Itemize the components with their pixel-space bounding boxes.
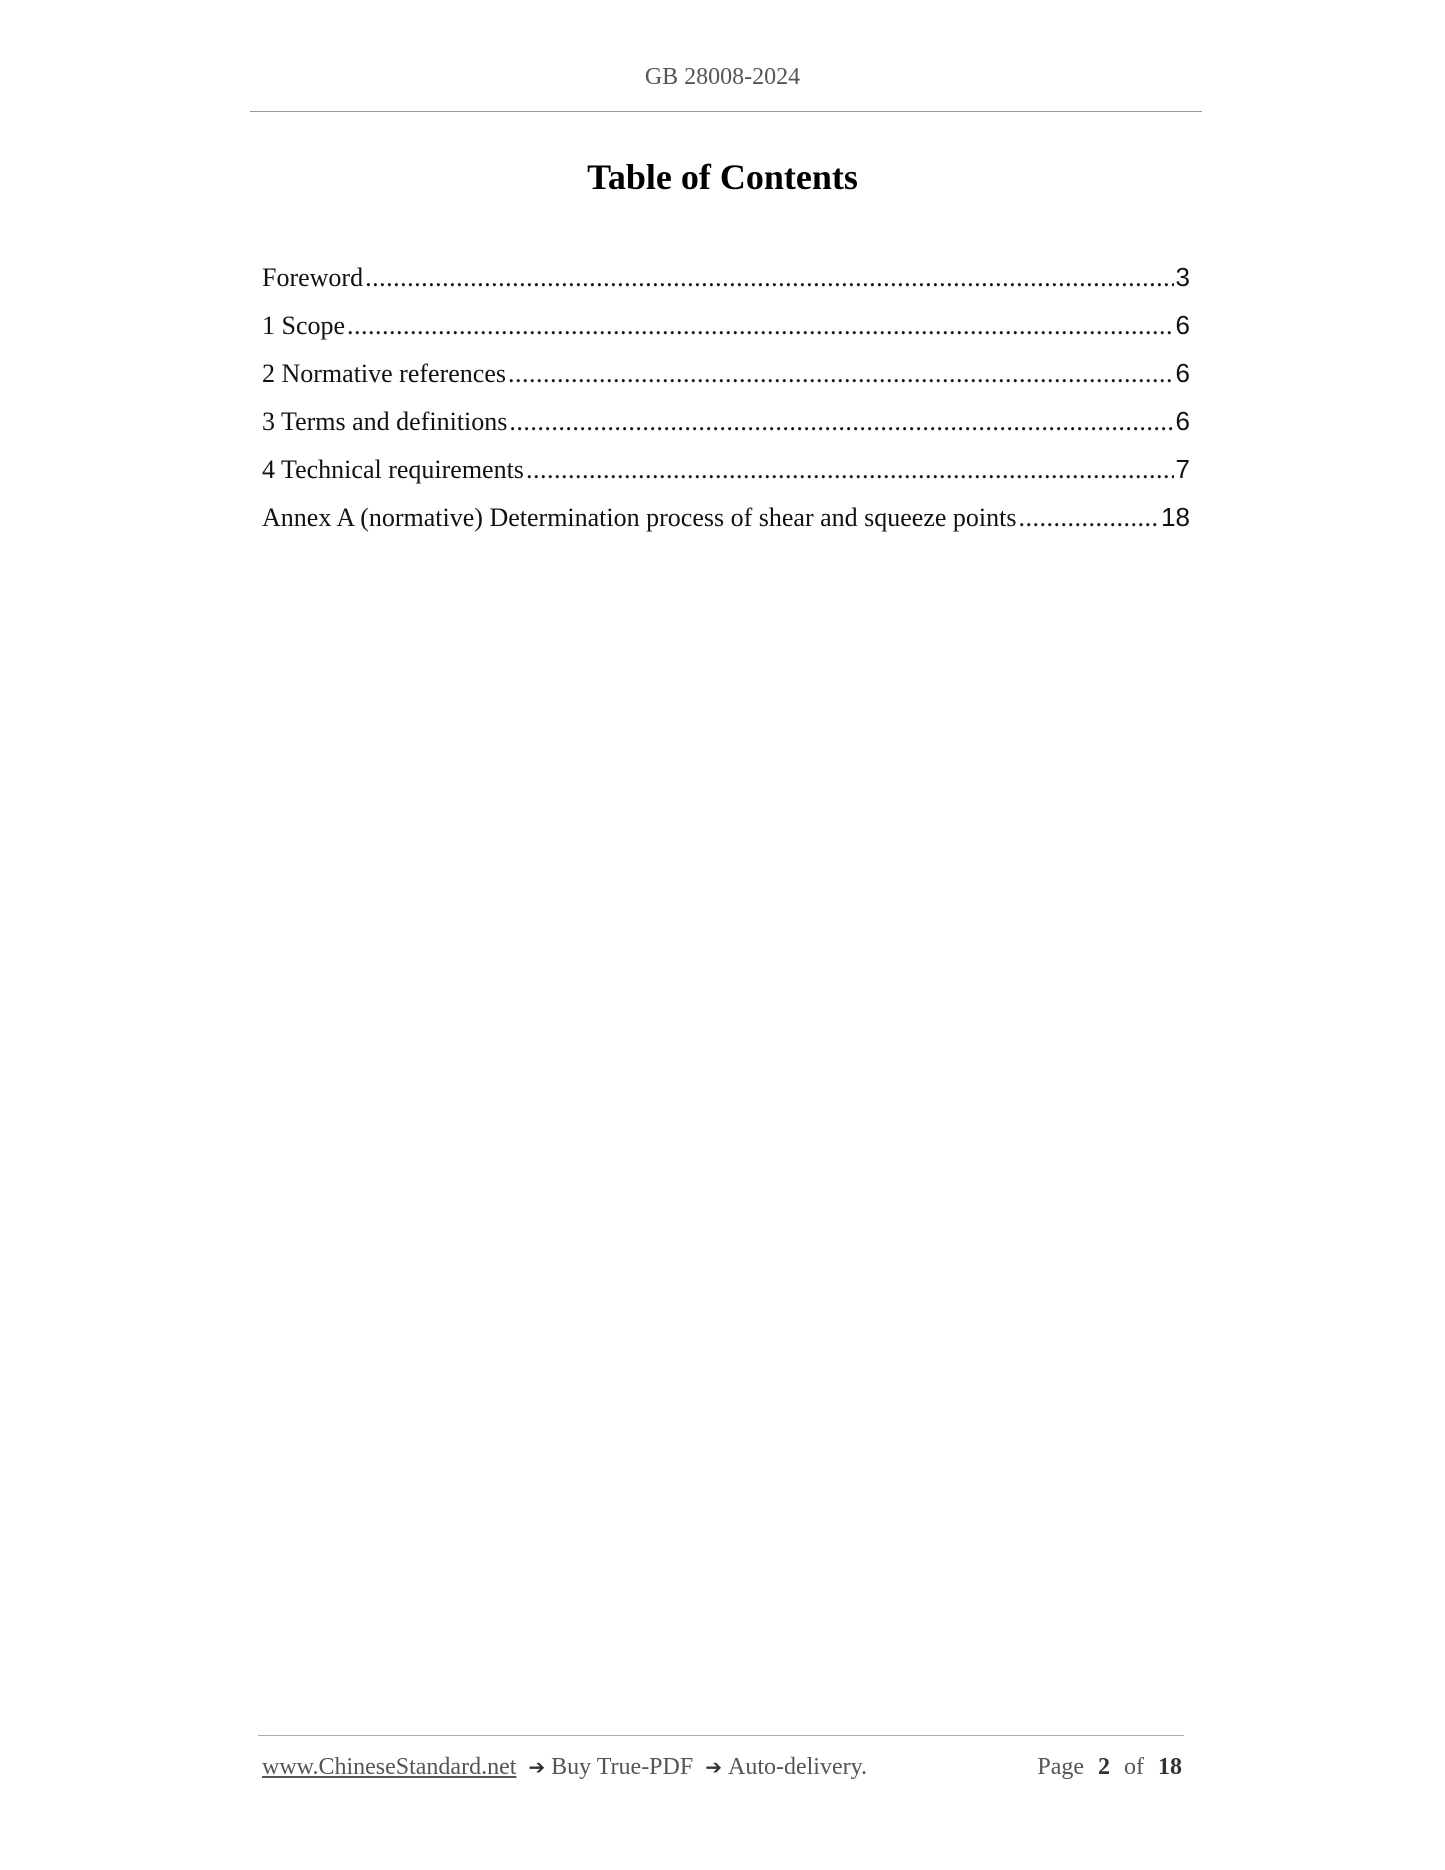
document-code: GB 28008-2024	[644, 64, 801, 90]
page-indicator	[1037, 1754, 1182, 1781]
footer-divider	[258, 1735, 1184, 1736]
arrow-right-icon: ➔	[705, 1755, 722, 1779]
toc-entry-page: 18	[1161, 502, 1190, 532]
toc-entry-page: 6	[1175, 406, 1190, 436]
delivery-text: Auto-delivery.	[727, 1754, 868, 1780]
total-page-number: 18	[1158, 1754, 1182, 1780]
toc-entry-page: 6	[1175, 310, 1190, 340]
toc-entry-normative-references[interactable]	[262, 356, 1190, 404]
toc-list	[262, 260, 1190, 548]
toc-entry-technical-requirements[interactable]	[262, 452, 1190, 500]
toc-entry-title: 3 Terms and definitions	[262, 407, 508, 436]
toc-entry-page: 7	[1175, 454, 1190, 484]
buy-text: Buy True-PDF	[551, 1754, 694, 1780]
toc-entry-page: 6	[1175, 358, 1190, 388]
toc-heading: Table of Contents	[587, 157, 858, 197]
website-link[interactable]: www.ChineseStandard.net	[262, 1754, 517, 1780]
toc-dot-leader	[1019, 501, 1160, 535]
page-label: Page	[1037, 1754, 1084, 1780]
toc-entry-title: 1 Scope	[262, 311, 346, 340]
toc-entry-foreword[interactable]	[262, 260, 1190, 308]
toc-entry-title: 4 Technical requirements	[262, 455, 524, 484]
toc-entry-title: Foreword	[262, 263, 364, 292]
of-label: of	[1124, 1754, 1144, 1780]
toc-dot-leader	[347, 309, 1173, 343]
toc-dot-leader	[508, 357, 1174, 391]
header-divider	[250, 111, 1202, 112]
footer-promo	[262, 1754, 867, 1781]
toc-entry-title: Annex A (normative) Determination process of shear and squeeze points	[262, 503, 1017, 532]
current-page-number: 2	[1098, 1754, 1110, 1780]
toc-dot-leader	[526, 453, 1174, 487]
toc-entry-terms-and-definitions[interactable]	[262, 404, 1190, 452]
toc-dot-leader	[365, 261, 1173, 295]
toc-entry-annex-a[interactable]	[262, 500, 1190, 548]
toc-entry-scope[interactable]	[262, 308, 1190, 356]
toc-entry-page: 3	[1175, 262, 1190, 292]
page-footer	[262, 1754, 1182, 1781]
toc-entry-title: 2 Normative references	[262, 359, 506, 388]
arrow-right-icon: ➔	[528, 1755, 546, 1779]
toc-dot-leader	[509, 405, 1173, 439]
